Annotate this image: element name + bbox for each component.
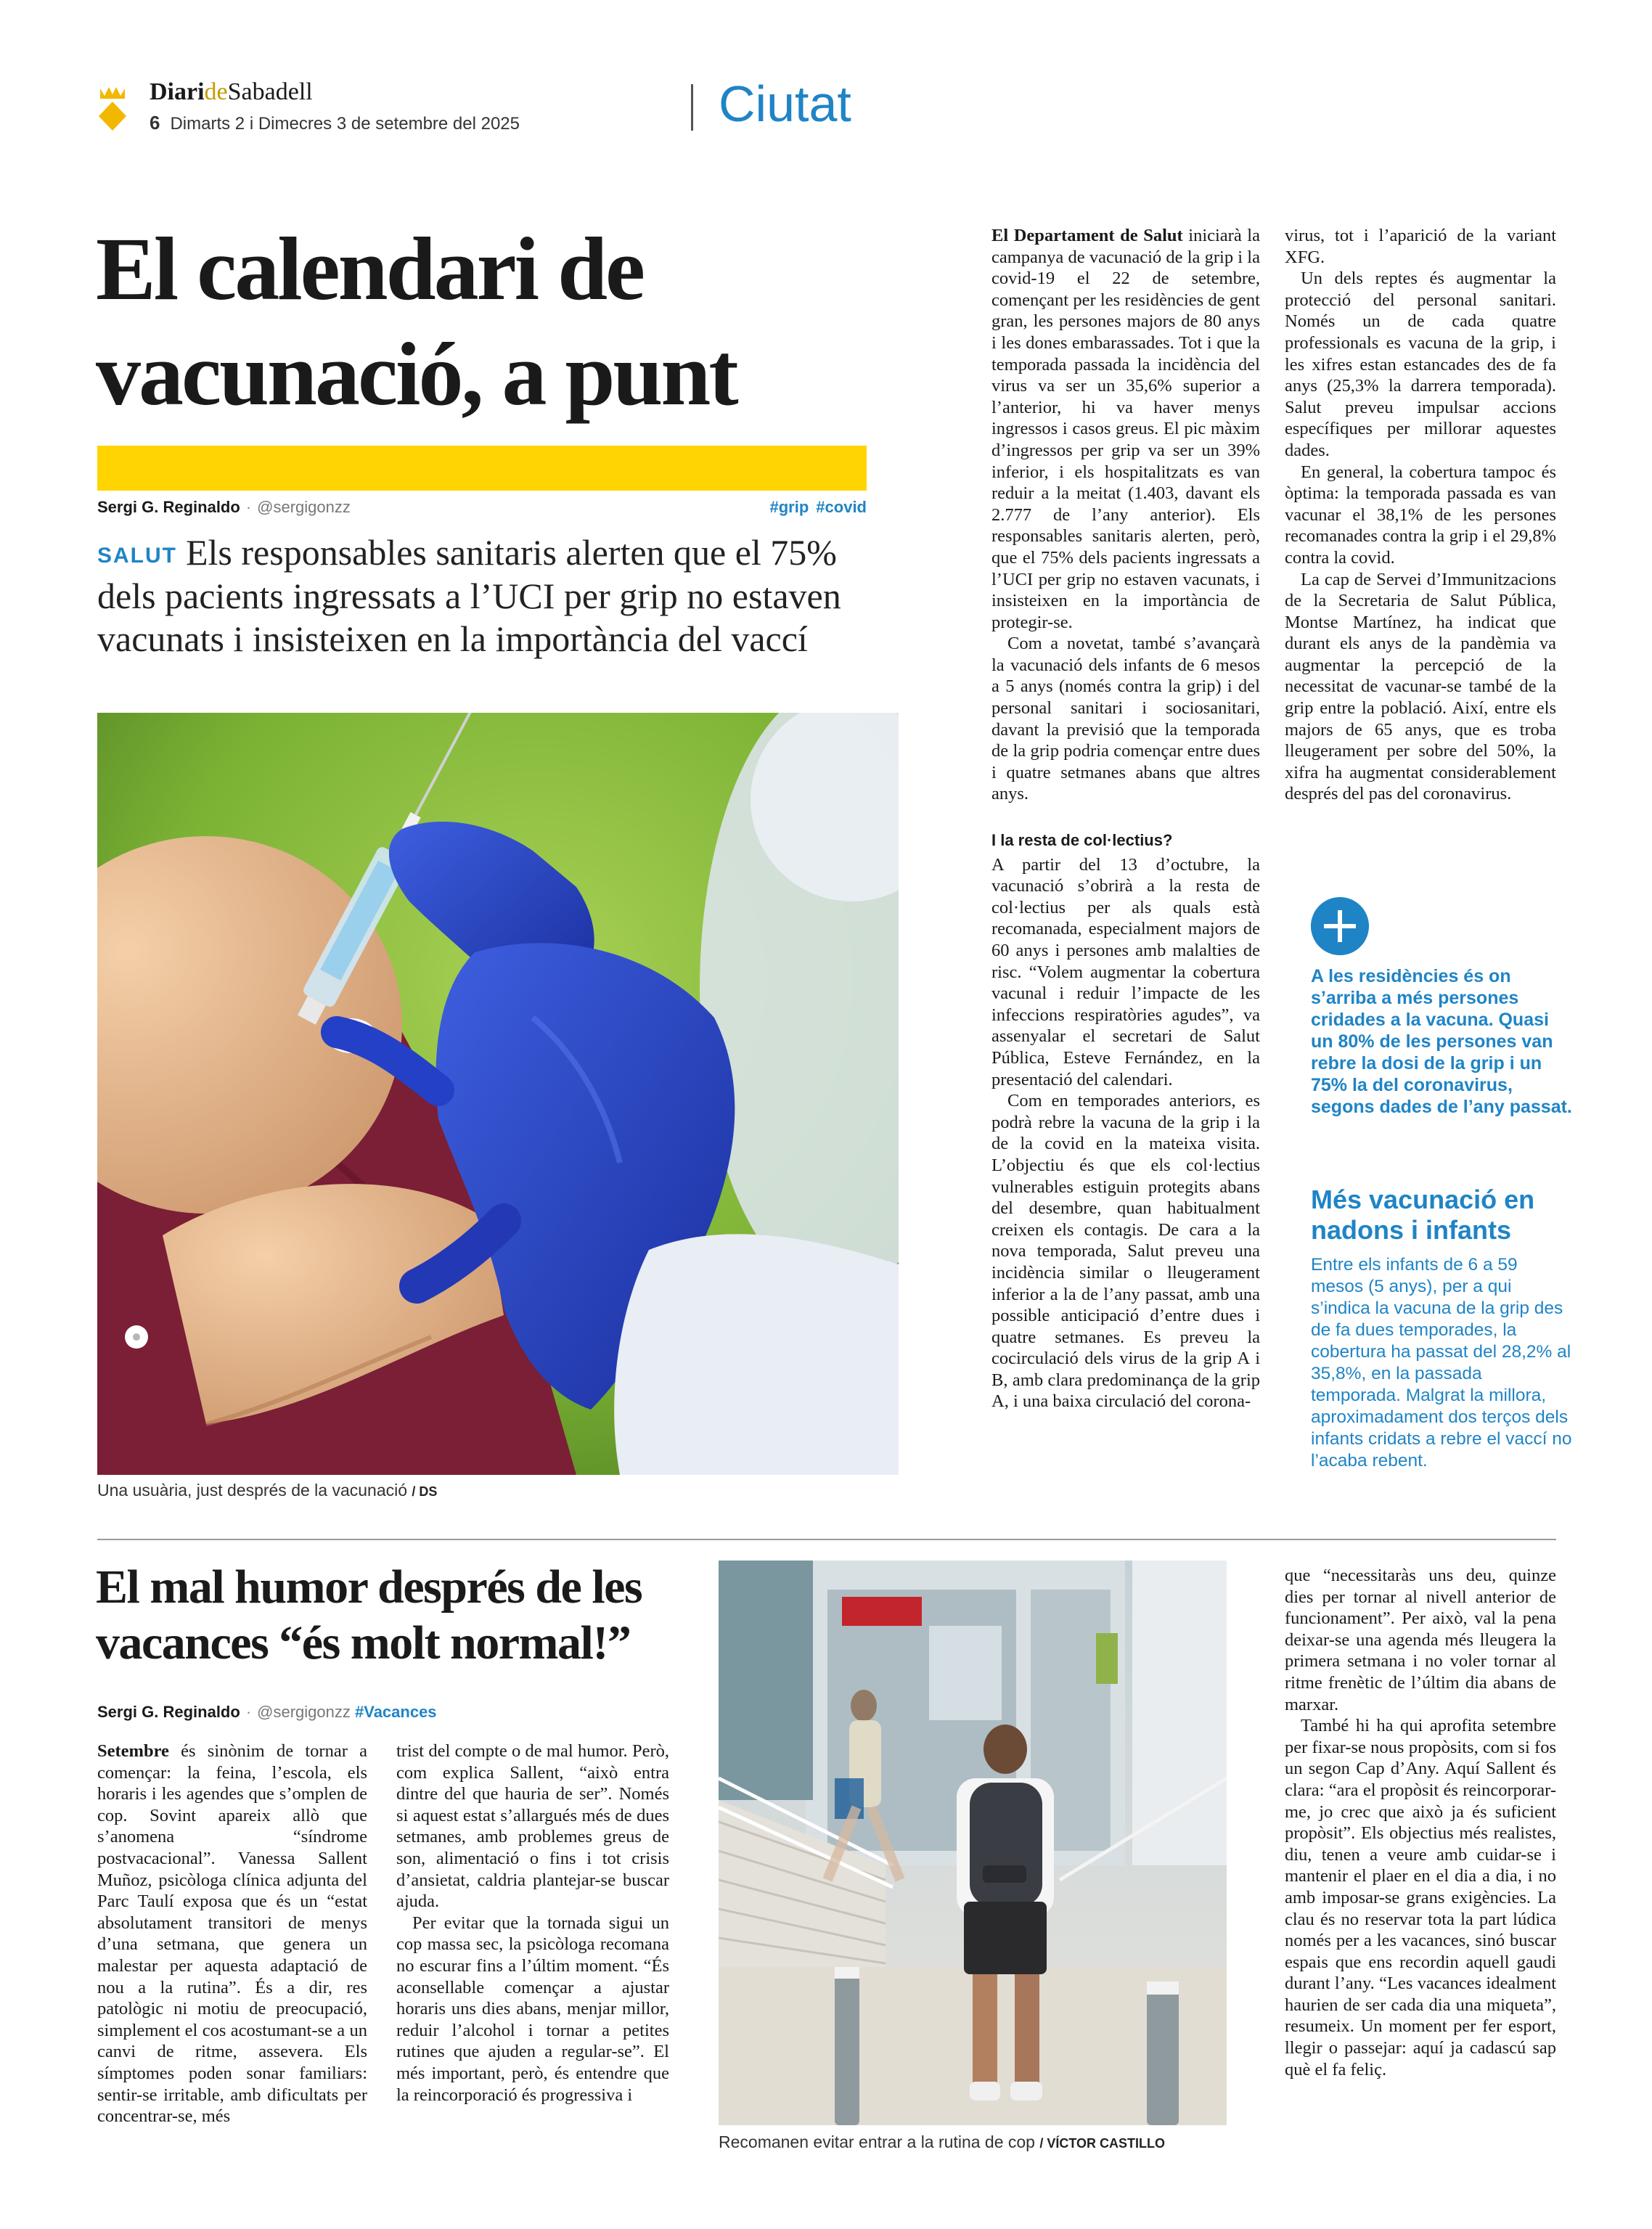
header-divider [691, 84, 693, 131]
article-tags [763, 498, 867, 517]
newspaper-logo-icon [97, 86, 128, 131]
body-paragraph: En general, la cobertura tampoc és òptima: la temporada passada es van vacunar el 38,1% de les persones recomanades contra la grip i el 29,8% contra la covid. [1285, 462, 1556, 568]
article2-body-column-3 [1285, 1565, 1556, 2080]
body-paragraph: La cap de Servei d’Immunitzacions de la Secretaria de Salut Pública, Montse Martínez, ha indicat que durant els anys de la pandèmia va augmentar la percepció de la necessitat de vacunar-se també de la grip entre la població. Així, entre els majors de 65 anys, que es troba lleugerament per sobre del 50%, la xifra ha augmentat considerablement després del pas del coronavirus. [1285, 569, 1556, 804]
sidebar-body: Entre els infants de 6 a 59 mesos (5 anys), per a qui s’indica la vacuna de la grip des de fa dues temporades, la cobertura ha passat del 28,2% al 35,8%, en la passada temporada. Malgrat la millora, aproximadament dos terços dels infants cridats a rebre el vaccí no l’acaba rebent. [1311, 1255, 1572, 1471]
body-paragraph: També hi ha qui aprofita setembre per fixar-se nous propòsits, com si fos un segon Cap d’Any. Aquí Sallent és clara: “ara el propòsit és reincorporar-me, jo crec que això ja és suficient propòsit”. Els objectius més realistes, diu, tenen a veure amb cuidar-se i mantenir el plaer en el dia a dia, i no amb imposar-se grans exigències. La clau és no reservar tota la part lúdica només per a les vacances, sinó buscar espais que ens recordin aquell gaudi durant l’any. “Les vacances idealment haurien de ser cada dia una miqueta”, resumeix. Un moment per fer esport, llegir o passejar: aquí ja cadascú sap què el fa feliç. [1285, 1716, 1556, 2079]
sidebar-fact: A les residències és on s’arriba a més persones cridades a la vacuna. Quasi un 80% de les persones van rebre la dosi de la grip i un 75% la del coronavirus, segons dades de l’any passat. [1311, 966, 1572, 1117]
headline-highlight-bar [97, 446, 867, 491]
article-headline: El calendari de vacunació, a punt [96, 219, 737, 425]
vaccination-photo [97, 713, 899, 1475]
tag-vacances[interactable]: #Vacances [355, 1703, 437, 1721]
article-byline: Sergi G. Reginaldo · @sergigonzz [97, 498, 351, 516]
sidebar-heading: Més vacunació en nadons i infants [1311, 1185, 1535, 1245]
photo-credit-2: / VÍCTOR CASTILLO [1039, 2136, 1166, 2151]
body-paragraph: virus, tot i l’aparició de la variant XFG. [1285, 226, 1556, 267]
article-byline-2: Sergi G. Reginaldo · @sergigonzz #Vacances [97, 1703, 437, 1721]
article-divider [97, 1539, 1556, 1540]
body-paragraph: Per evitar que la tornada sigui un cop massa sec, la psicòloga recomana no escurar fins a l’últim moment. “És aconsellable començar a ajustar horaris uns dies abans, menjar millor, reduir l’alcohol i tornar a petites rutines que ajuden a regular-se”. El més important, però, és entendre que la reincorporació és progressiva i [396, 1913, 669, 2105]
tag-grip[interactable]: #grip [769, 498, 809, 516]
tag-covid[interactable]: #covid [816, 498, 867, 516]
body-paragraph: Un dels reptes és augmentar la protecció del personal sanitari. Només un de cada quatre professionals es vacuna de la grip, i les xifres estan estancades des de fa anys (25,3% la darrera temporada). Salut preveu impulsar accions específiques per millorar aquestes dades. [1285, 269, 1556, 460]
body-paragraph: Com en temporades anteriors, es podrà rebre la vacuna de la grip i la de la covid en la mateixa visita. L’objectiu és que els col·lectius vulnerables estiguin protegits abans del desembre, quan habitualment creixen els contagis. De cara a la nova temporada, Salut preveu una incidència similar o lleugerament inferior a la de l’any passat, amb una possible anticipació d’entre dues i quatre setmanes. Es preveu la cocirculació dels virus de la grip A i B, amb clara predominança de la grip A, i una baixa circulació del corona- [991, 1091, 1260, 1412]
body-subheading: I la resta de col·lectius? [991, 831, 1173, 850]
issue-date: Dimarts 2 i Dimecres 3 de setembre del 2025 [170, 114, 520, 134]
station-photo [719, 1561, 1227, 2125]
plus-icon [1311, 897, 1369, 955]
body-paragraph: Com a novetat, també s’avançarà la vacunació dels infants de 6 mesos a 5 anys (només contra la grip) i del personal sanitari i sociosanitari, davant la previsió que la temporada de la grip podria començar entre dues i quatre setmanes abans que altres anys. [991, 634, 1260, 804]
section-title: Ciutat [719, 75, 851, 132]
body-paragraph: El Departament de Salut iniciarà la campanya de vacunació de la grip i la covid-19 el 22 de setembre, començant per les residències de gent gran, les persones majors de 80 anys i les dones embarassades. Tot i que la temporada passada la incidència del virus va ser un 35,6% superior a l’anterior, hi va haver menys ingressos i casos greus. El pic màxim d’ingressos per grip va ser un 39% inferior, i els hospitalitzats es van reduir a la meitat (1.403, davant els 2.777 de l’any anterior). Els responsables sanitaris alerten, però, que el 75% dels pacients ingressats a l’UCI per grip no estaven vacunats, i insisteixen en la importància de protegir-se. [991, 226, 1260, 632]
author-handle: @sergigonzz [257, 1703, 351, 1721]
photo-credit: / DS [412, 1484, 438, 1499]
dateline [150, 112, 520, 134]
article-lede: SALUT Els responsables sanitaris alerten que el 75% dels pacients ingressats a l’UCI per grip no estaven vacunats i insisteixen en la importància del vaccí [97, 532, 841, 659]
page-number: 6 [150, 112, 160, 134]
article-body-column-2 [1285, 225, 1556, 805]
author-name: Sergi G. Reginaldo [97, 1703, 240, 1721]
photo-caption: Una usuària, just després de la vacunació / DS [97, 1481, 438, 1500]
body-paragraph: trist del compte o de mal humor. Però, com explica Sallent, “això entra dintre del que hauria de ser”. Només si aquest estat s’allargués més de dues setmanes, amb problemes greus de son, alimentació o fins i tot crisis d’ansietat, caldria plantejar-se buscar ajuda. [396, 1741, 669, 1912]
body-paragraph: que “necessitaràs uns deu, quinze dies per tornar al nivell anterior de funcionament”. Per això, val la pena deixar-se una agenda més lleugera la primera setmana i no voler tornar al ritme frenètic de l’últim dia abans de marxar. [1285, 1566, 1556, 1714]
article-headline-2: El mal humor després de les vacances “és molt normal!” [96, 1561, 642, 1670]
article2-body-column-2 [396, 1741, 669, 2106]
article2-body-column-1 [97, 1741, 367, 2127]
article-body-column-1 [991, 225, 1260, 1412]
body-paragraph: A partir del 13 d’octubre, la vacunació s’obrirà a la resta de col·lectius per als quals està recomanada, especialment majors de 60 anys i persones amb malalties de risc. “Volem augmentar la cobertura vacunal i reduir l’impacte de les infeccions respiratòries agudes”, va assenyalar el secretari de Salut Pública, Esteve Fernández, en la presentació del calendari. [991, 854, 1260, 1089]
newspaper-brand: DiarideSabadell [150, 78, 313, 105]
lede-kicker: SALUT [97, 544, 177, 568]
body-paragraph: Setembre és sinònim de tornar a començar: la feina, l’escola, els horaris i les agendes que s’omplen de cop. Sovint apareix allò que s’anomena “síndrome postvacacional”. Vanessa Sallent Muñoz, psicòloga clínica adjunta del Parc Taulí exposa que és un “estat absolutament transitori de menys d’una setmana, que genera un malestar per aquesta adaptació de nou a la rutina”. És a dir, res patològic ni motiu de preocupació, simplement el cos acostumant-se a un canvi de ritme, assevera. Els símptomes poden sonar familiars: sentir-se irritable, amb dificultats per concentrar-se, més [97, 1741, 367, 2127]
author-name: Sergi G. Reginaldo [97, 498, 240, 516]
author-handle: @sergigonzz [257, 498, 351, 516]
photo-caption-2: Recomanen evitar entrar a la rutina de cop / VÍCTOR CASTILLO [719, 2132, 1166, 2151]
